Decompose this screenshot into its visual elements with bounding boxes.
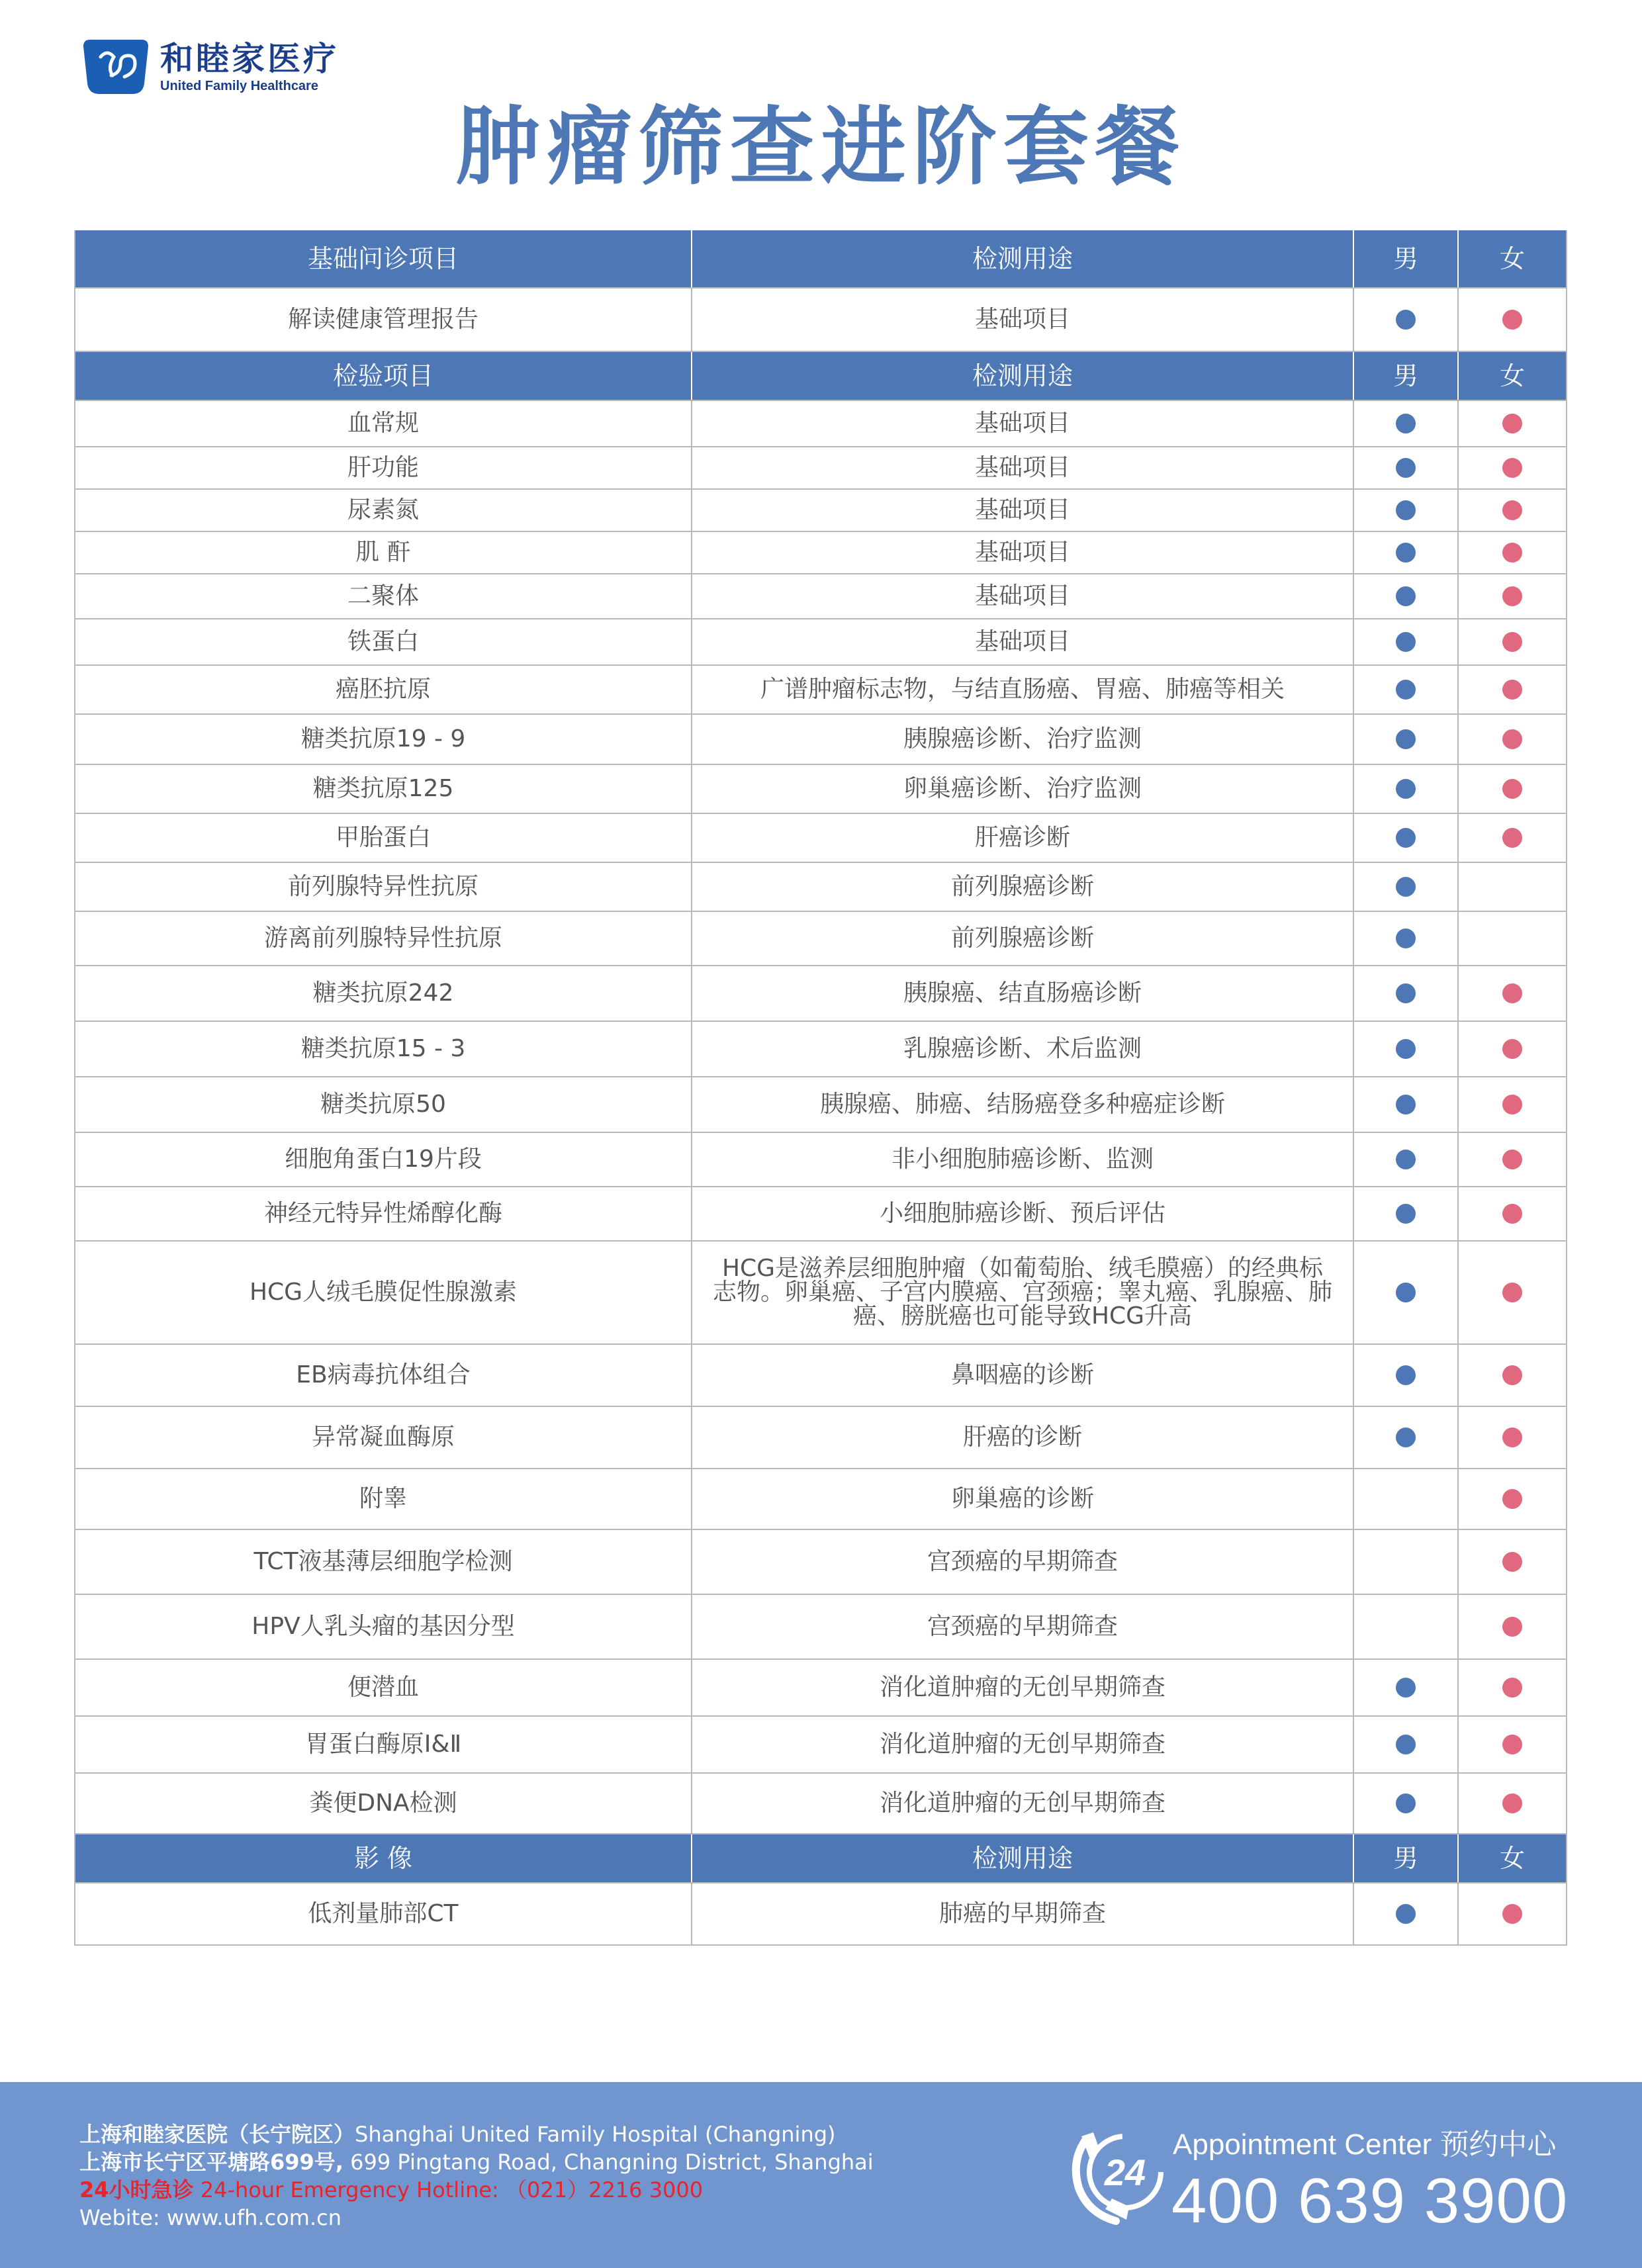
female-cell [1459,1660,1566,1715]
male-dot-icon [1396,680,1416,700]
male-dot-icon [1396,458,1416,478]
female-cell [1459,666,1566,713]
table-row [75,715,1566,765]
item-name: 粪便DNA检测 [75,1774,692,1833]
female-cell [1459,1077,1566,1132]
appointment-phone[interactable]: 400 639 3900 [1171,2165,1569,2236]
item-name: 糖类抗原15 - 3 [75,1022,692,1076]
female-cell [1459,490,1566,531]
male-cell [1354,574,1459,618]
table-row [75,1187,1566,1242]
item-use: 前列腺癌诊断 [692,912,1354,965]
female-dot-icon [1502,1489,1522,1509]
female-dot-icon [1502,458,1522,478]
item-name: 甲胎蛋白 [75,814,692,862]
male-dot-icon [1396,543,1416,563]
item-use: 卵巢癌诊断、治疗监测 [692,765,1354,813]
male-cell [1354,447,1459,488]
item-use: 基础项目 [692,619,1354,664]
female-cell [1459,1530,1566,1594]
male-dot-icon [1396,1428,1416,1447]
section-header [75,230,1566,289]
phone-24-icon [1059,2122,1165,2228]
female-dot-icon [1502,1793,1522,1813]
table-row [75,447,1566,490]
male-dot-icon [1396,1735,1416,1754]
item-use: 肝癌诊断 [692,814,1354,862]
item-name: 肝功能 [75,447,692,488]
item-use: 消化道肿瘤的无创早期筛查 [692,1774,1354,1833]
table-row [75,490,1566,532]
item-use: 基础项目 [692,289,1354,351]
item-name: 胃蛋白酶原Ⅰ&Ⅱ [75,1717,692,1772]
female-dot-icon [1502,729,1522,749]
male-cell [1354,1077,1459,1132]
table-row [75,1660,1566,1717]
item-use: 胰腺癌、结直肠癌诊断 [692,966,1354,1021]
header-female: 女 [1499,1844,1525,1873]
male-cell [1354,1774,1459,1833]
table-row [75,532,1566,574]
item-name: 异常凝血酶原 [75,1407,692,1468]
female-dot-icon [1502,586,1522,606]
item-name: 癌胚抗原 [75,666,692,713]
item-use: 前列腺癌诊断 [692,863,1354,911]
female-cell [1459,966,1566,1021]
male-dot-icon [1396,1095,1416,1114]
item-name: 糖类抗原242 [75,966,692,1021]
package-table [74,230,1567,1946]
item-name: HCG人绒毛膜促性腺激素 [75,1242,692,1343]
item-use: 基础项目 [692,490,1354,531]
table-row [75,912,1566,966]
male-dot-icon [1396,983,1416,1003]
female-dot-icon [1502,1365,1522,1385]
male-dot-icon [1396,1039,1416,1059]
header-use: 检测用途 [692,352,1354,400]
hospital-name-cn: 上海和睦家医院（长宁院区） [79,2122,355,2147]
male-cell [1354,1022,1459,1076]
appointment-label: Appointment Center 预约中心 [1173,2128,1557,2161]
female-cell [1459,447,1566,488]
female-dot-icon [1502,779,1522,799]
female-dot-icon [1502,1552,1522,1572]
male-dot-icon [1396,586,1416,606]
female-dot-icon [1502,1204,1522,1224]
male-dot-icon [1396,729,1416,749]
male-cell [1354,1242,1459,1343]
male-cell [1354,1595,1459,1658]
female-cell [1459,1187,1566,1240]
female-dot-icon [1502,1735,1522,1754]
brand-name-cn: 和睦家医疗 [160,40,339,78]
table-row [75,1242,1566,1345]
item-name: 细胞角蛋白19片段 [75,1133,692,1186]
table-row [75,619,1566,666]
male-dot-icon [1396,1283,1416,1302]
male-cell [1354,401,1459,446]
table-row [75,814,1566,863]
item-use: 卵巢癌的诊断 [692,1469,1354,1529]
section-header [75,352,1566,401]
header-item: 检验项目 [75,352,692,400]
item-use: 广谱肿瘤标志物，与结直肠癌、胃癌、肺癌等相关 [692,666,1354,713]
item-name: 附睾 [75,1469,692,1529]
female-cell [1459,715,1566,764]
table-row [75,1022,1566,1077]
male-dot-icon [1396,1904,1416,1924]
male-dot-icon [1396,877,1416,897]
male-cell [1354,1407,1459,1468]
item-name: 前列腺特异性抗原 [75,863,692,911]
female-dot-icon [1502,414,1522,433]
male-dot-icon [1396,632,1416,652]
female-dot-icon [1502,680,1522,700]
item-name: 解读健康管理报告 [75,289,692,351]
table-row [75,1717,1566,1774]
brand-logo [81,37,339,98]
section-header [75,1835,1566,1883]
male-cell [1354,289,1459,351]
female-cell [1459,1133,1566,1186]
hospital-name-en: Shanghai United Family Hospital (Changning) [355,2122,836,2147]
table-row [75,666,1566,715]
item-name: 血常规 [75,401,692,446]
item-name: 游离前列腺特异性抗原 [75,912,692,965]
item-use: 基础项目 [692,574,1354,618]
address-cn: 上海市长宁区平塘路699号, [79,2150,343,2175]
male-cell [1354,1660,1459,1715]
female-dot-icon [1502,828,1522,848]
female-dot-icon [1502,1095,1522,1114]
male-cell [1354,1187,1459,1240]
male-cell [1354,490,1459,531]
item-name: 二聚体 [75,574,692,618]
header-male: 男 [1354,230,1459,287]
item-name: TCT液基薄层细胞学检测 [75,1530,692,1594]
female-dot-icon [1502,1428,1522,1447]
item-use: 胰腺癌、肺癌、结肠癌登多种癌症诊断 [692,1077,1354,1132]
male-cell [1354,666,1459,713]
female-cell [1459,814,1566,862]
table-row [75,1345,1566,1407]
female-cell [1459,765,1566,813]
female-cell [1459,1883,1566,1944]
female-cell [1459,574,1566,618]
male-cell [1354,814,1459,862]
female-cell [1459,1595,1566,1658]
male-cell [1354,1345,1459,1406]
table-row [75,1595,1566,1660]
female-cell [1459,1242,1566,1343]
item-name: HPV人乳头瘤的基因分型 [75,1595,692,1658]
badge-24-text: 24 [1104,2152,1146,2193]
table-row [75,1469,1566,1530]
item-use: 基础项目 [692,401,1354,446]
male-dot-icon [1396,1150,1416,1169]
header-use: 检测用途 [692,1835,1354,1882]
item-use: 小细胞肺癌诊断、预后评估 [692,1187,1354,1240]
item-use: 非小细胞肺癌诊断、监测 [692,1133,1354,1186]
item-name: 肌 酐 [75,532,692,573]
female-cell [1459,1407,1566,1468]
female-cell [1459,1345,1566,1406]
footer [0,2082,1642,2268]
item-name: EB病毒抗体组合 [75,1345,692,1406]
female-dot-icon [1502,1617,1522,1637]
brand-name-en: United Family Healthcare [160,79,318,93]
female-cell [1459,1774,1566,1833]
emergency-en: 24-hour Emergency Hotline: （021）2216 3000 [193,2177,704,2202]
item-name: 神经元特异性烯醇化酶 [75,1187,692,1240]
male-cell [1354,1717,1459,1772]
item-name: 糖类抗原50 [75,1077,692,1132]
female-cell [1459,1469,1566,1529]
male-dot-icon [1396,310,1416,330]
male-dot-icon [1396,1204,1416,1224]
male-dot-icon [1396,929,1416,948]
item-name: 糖类抗原125 [75,765,692,813]
male-cell [1354,1530,1459,1594]
female-dot-icon [1502,543,1522,563]
female-cell [1459,863,1566,911]
item-use: HCG是滋养层细胞肿瘤（如葡萄胎、绒毛膜癌）的经典标志物。卵巢癌、子宫内膜癌、宫颈癌；睾丸癌、乳腺癌、肺癌、膀胱癌也可能导致HCG升高 [692,1242,1354,1343]
item-use: 乳腺癌诊断、术后监测 [692,1022,1354,1076]
item-use: 肺癌的早期筛查 [692,1883,1354,1944]
female-dot-icon [1502,1904,1522,1924]
female-dot-icon [1502,632,1522,652]
female-dot-icon [1502,1039,1522,1059]
female-cell [1459,401,1566,446]
female-cell [1459,289,1566,351]
female-cell [1459,912,1566,965]
male-cell [1354,1133,1459,1186]
male-cell [1354,532,1459,573]
table-row [75,1530,1566,1595]
male-cell [1354,1883,1459,1944]
table-row [75,1774,1566,1835]
item-use: 宫颈癌的早期筛查 [692,1595,1354,1658]
male-cell [1354,715,1459,764]
address-en: 699 Pingtang Road, Changning District, Shanghai [343,2150,874,2175]
website-link[interactable]: Webite: www.ufh.com.cn [79,2205,342,2230]
item-name: 糖类抗原19 - 9 [75,715,692,764]
male-dot-icon [1396,1793,1416,1813]
emergency-cn: 24小时急诊 [79,2177,194,2202]
ufh-logo-icon [81,37,151,98]
table-row [75,1133,1566,1187]
appointment-block [1059,2122,1569,2241]
header-item: 影 像 [75,1835,692,1882]
item-name: 尿素氮 [75,490,692,531]
table-row [75,289,1566,352]
hospital-line [79,2120,874,2148]
header-male: 男 [1354,352,1459,400]
male-cell [1354,912,1459,965]
table-row [75,765,1566,814]
female-dot-icon [1502,1150,1522,1169]
male-dot-icon [1396,414,1416,433]
female-cell [1459,1022,1566,1076]
address-line [79,2148,874,2176]
footer-contact [79,2120,874,2232]
male-dot-icon [1396,828,1416,848]
female-cell [1459,1717,1566,1772]
table-row [75,1407,1566,1469]
male-dot-icon [1396,779,1416,799]
male-cell [1354,1469,1459,1529]
male-cell [1354,765,1459,813]
female-cell [1459,532,1566,573]
emergency-line [79,2176,874,2204]
female-dot-icon [1502,1678,1522,1698]
table-row [75,863,1566,912]
item-use: 鼻咽癌的诊断 [692,1345,1354,1406]
male-dot-icon [1396,1365,1416,1385]
item-use: 胰腺癌诊断、治疗监测 [692,715,1354,764]
item-name: 低剂量肺部CT [75,1883,692,1944]
female-dot-icon [1502,310,1522,330]
male-cell [1354,966,1459,1021]
header-use: 检测用途 [692,230,1354,287]
header-female: 女 [1499,361,1525,390]
male-dot-icon [1396,1678,1416,1698]
item-use: 消化道肿瘤的无创早期筛查 [692,1717,1354,1772]
item-use: 宫颈癌的早期筛查 [692,1530,1354,1594]
table-row [75,574,1566,619]
item-name: 铁蛋白 [75,619,692,664]
header-female: 女 [1499,244,1525,273]
item-use: 基础项目 [692,532,1354,573]
female-dot-icon [1502,500,1522,520]
item-name: 便潜血 [75,1660,692,1715]
female-cell [1459,619,1566,664]
table-row [75,401,1566,447]
page-title: 肿瘤筛查进阶套餐 [455,98,1187,197]
female-dot-icon [1502,1283,1522,1302]
female-dot-icon [1502,983,1522,1003]
table-row [75,1883,1566,1946]
item-use: 基础项目 [692,447,1354,488]
header-male: 男 [1354,1835,1459,1882]
item-use: 肝癌的诊断 [692,1407,1354,1468]
male-cell [1354,863,1459,911]
table-row [75,966,1566,1022]
header-item: 基础问诊项目 [75,230,692,287]
item-use: 消化道肿瘤的无创早期筛查 [692,1660,1354,1715]
table-row [75,1077,1566,1133]
male-cell [1354,619,1459,664]
male-dot-icon [1396,500,1416,520]
